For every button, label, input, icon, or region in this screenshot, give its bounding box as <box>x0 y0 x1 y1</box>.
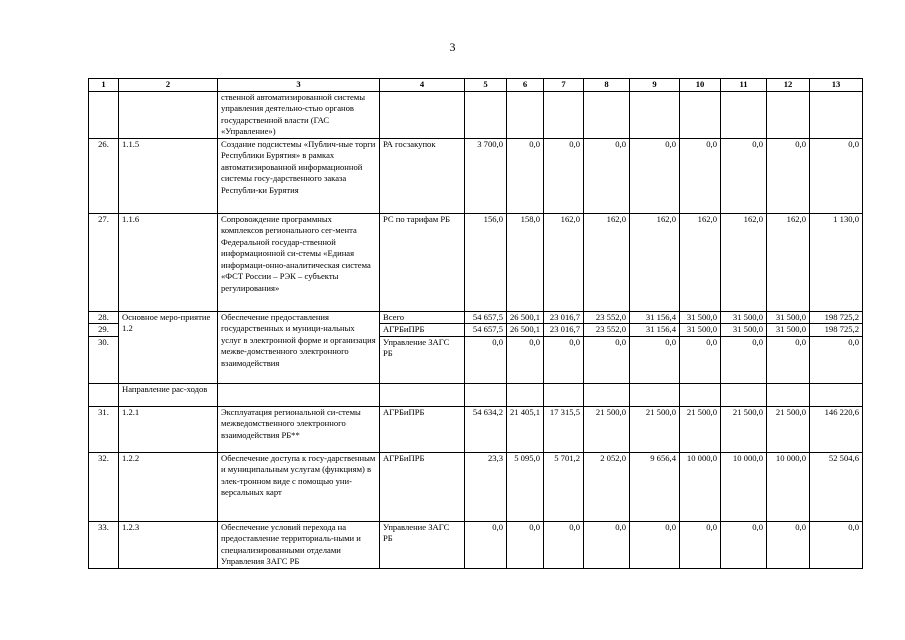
value-cell: 0,0 <box>465 336 507 383</box>
value-cell <box>584 91 630 138</box>
value-cell: 52 504,6 <box>810 452 863 521</box>
table-row <box>89 311 863 324</box>
column-header: 8 <box>584 79 630 92</box>
value-cell: 2 052,0 <box>584 452 630 521</box>
value-cell: 0,0 <box>584 138 630 213</box>
value-cell: 5 095,0 <box>507 452 544 521</box>
table-header-row <box>89 79 863 92</box>
value-cell: 0,0 <box>465 521 507 568</box>
table-row <box>89 91 863 138</box>
source-cell: Всего <box>380 311 465 324</box>
table-row <box>89 521 863 568</box>
column-header: 10 <box>680 79 721 92</box>
name-cell: Создание подсистемы «Публич-ные торги Республики Бурятия» в рамках автоматизированной информационной системы госу-дарственного заказа Республи-ки Бурятия <box>218 138 380 213</box>
row-number-cell: 30. <box>89 336 119 383</box>
value-cell <box>810 91 863 138</box>
value-cell: 0,0 <box>544 138 584 213</box>
value-cell: 162,0 <box>721 213 767 311</box>
value-cell: 0,0 <box>767 336 810 383</box>
value-cell: 162,0 <box>630 213 680 311</box>
value-cell <box>721 383 767 406</box>
value-cell: 5 701,2 <box>544 452 584 521</box>
value-cell: 0,0 <box>721 138 767 213</box>
row-number-cell: 33. <box>89 521 119 568</box>
source-cell: РА госзакупок <box>380 138 465 213</box>
value-cell: 31 500,0 <box>767 311 810 324</box>
column-header: 12 <box>767 79 810 92</box>
value-cell <box>507 91 544 138</box>
code-cell: Направление рас-ходов <box>119 383 218 406</box>
value-cell: 162,0 <box>767 213 810 311</box>
value-cell <box>465 91 507 138</box>
name-cell: Сопровождение программных комплексов регионального сег-мента Федеральной государ-ственной информационной си-стемы «Единая информаци-онно-аналитическая система «ФСТ России – РЭК – субъекты регулирования» <box>218 213 380 311</box>
value-cell: 10 000,0 <box>767 452 810 521</box>
value-cell: 0,0 <box>721 336 767 383</box>
column-header: 4 <box>380 79 465 92</box>
value-cell: 21 500,0 <box>584 406 630 452</box>
table-row <box>89 213 863 311</box>
value-cell <box>465 383 507 406</box>
code-cell <box>119 91 218 138</box>
value-cell: 0,0 <box>507 336 544 383</box>
value-cell: 23 016,7 <box>544 324 584 337</box>
value-cell: 0,0 <box>630 521 680 568</box>
value-cell: 23 552,0 <box>584 324 630 337</box>
value-cell: 21 500,0 <box>767 406 810 452</box>
value-cell: 23 016,7 <box>544 311 584 324</box>
value-cell: 10 000,0 <box>721 452 767 521</box>
name-cell: Обеспечение предоставления государственных и муници-нальных услуг в электронной форме и организация межве-домственного электронного взаимодействия <box>218 311 380 383</box>
row-number-cell: 27. <box>89 213 119 311</box>
value-cell: 26 500,1 <box>507 324 544 337</box>
value-cell <box>584 383 630 406</box>
value-cell: 0,0 <box>544 521 584 568</box>
value-cell <box>544 91 584 138</box>
value-cell: 54 634,2 <box>465 406 507 452</box>
value-cell <box>544 383 584 406</box>
value-cell: 198 725,2 <box>810 324 863 337</box>
value-cell <box>630 91 680 138</box>
code-cell: Основное меро-приятие 1.2 <box>119 311 218 383</box>
source-cell <box>380 383 465 406</box>
column-header: 9 <box>630 79 680 92</box>
code-cell: 1.2.1 <box>119 406 218 452</box>
value-cell: 0,0 <box>507 138 544 213</box>
value-cell: 0,0 <box>721 521 767 568</box>
value-cell: 54 657,5 <box>465 311 507 324</box>
code-cell: 1.1.5 <box>119 138 218 213</box>
value-cell: 21 405,1 <box>507 406 544 452</box>
value-cell: 156,0 <box>465 213 507 311</box>
budget-table <box>88 78 863 569</box>
value-cell: 162,0 <box>544 213 584 311</box>
value-cell: 146 220,6 <box>810 406 863 452</box>
column-header: 6 <box>507 79 544 92</box>
column-header: 5 <box>465 79 507 92</box>
value-cell: 23 552,0 <box>584 311 630 324</box>
value-cell: 10 000,0 <box>680 452 721 521</box>
column-header: 13 <box>810 79 863 92</box>
value-cell: 31 156,4 <box>630 324 680 337</box>
row-number-cell: 26. <box>89 138 119 213</box>
column-header: 3 <box>218 79 380 92</box>
value-cell: 0,0 <box>810 521 863 568</box>
column-header: 11 <box>721 79 767 92</box>
row-number-cell: 32. <box>89 452 119 521</box>
column-header: 1 <box>89 79 119 92</box>
column-header: 7 <box>544 79 584 92</box>
value-cell: 1 130,0 <box>810 213 863 311</box>
table-row <box>89 452 863 521</box>
value-cell: 162,0 <box>584 213 630 311</box>
value-cell <box>767 383 810 406</box>
value-cell <box>767 91 810 138</box>
value-cell <box>630 383 680 406</box>
value-cell: 31 500,0 <box>721 324 767 337</box>
value-cell: 54 657,5 <box>465 324 507 337</box>
name-cell: Эксплуатация региональной си-стемы межведомственного электронного взаимодействия РБ** <box>218 406 380 452</box>
value-cell: 3 700,0 <box>465 138 507 213</box>
value-cell: 21 500,0 <box>630 406 680 452</box>
value-cell: 0,0 <box>680 138 721 213</box>
source-cell: РС по тарифам РБ <box>380 213 465 311</box>
value-cell: 0,0 <box>767 138 810 213</box>
value-cell: 198 725,2 <box>810 311 863 324</box>
value-cell: 0,0 <box>810 138 863 213</box>
value-cell <box>721 91 767 138</box>
value-cell: 26 500,1 <box>507 311 544 324</box>
value-cell: 0,0 <box>584 336 630 383</box>
value-cell: 0,0 <box>767 521 810 568</box>
value-cell <box>507 383 544 406</box>
value-cell: 162,0 <box>680 213 721 311</box>
column-header: 2 <box>119 79 218 92</box>
name-cell: Обеспечение доступа к госу-дарственным и муниципальным услугам (функциям) в элек-тронном виде с помощью уни-версальных карт <box>218 452 380 521</box>
name-cell: ственной автоматизированной системы управления деятельно-стью органов государственной власти (ГАС «Управление») <box>218 91 380 138</box>
value-cell: 31 500,0 <box>767 324 810 337</box>
value-cell: 21 500,0 <box>721 406 767 452</box>
value-cell: 0,0 <box>584 521 630 568</box>
source-cell: Управление ЗАГС РБ <box>380 336 465 383</box>
value-cell: 31 500,0 <box>680 311 721 324</box>
value-cell: 0,0 <box>630 336 680 383</box>
value-cell: 158,0 <box>507 213 544 311</box>
value-cell <box>680 383 721 406</box>
value-cell: 0,0 <box>680 336 721 383</box>
name-cell: Обеспечение условий перехода на предоставление территориаль-ными и специализированными отделами Управления ЗАГС РБ <box>218 521 380 568</box>
name-cell <box>218 383 380 406</box>
row-number-cell <box>89 383 119 406</box>
value-cell: 0,0 <box>507 521 544 568</box>
value-cell: 9 656,4 <box>630 452 680 521</box>
row-number-cell <box>89 91 119 138</box>
value-cell: 0,0 <box>810 336 863 383</box>
row-number-cell: 28. <box>89 311 119 324</box>
source-cell <box>380 91 465 138</box>
value-cell: 23,3 <box>465 452 507 521</box>
source-cell: АГРБиПРБ <box>380 452 465 521</box>
code-cell: 1.2.3 <box>119 521 218 568</box>
table-row <box>89 383 863 406</box>
source-cell: АГРБиПРБ <box>380 406 465 452</box>
value-cell <box>810 383 863 406</box>
value-cell: 21 500,0 <box>680 406 721 452</box>
value-cell: 17 315,5 <box>544 406 584 452</box>
value-cell: 31 500,0 <box>680 324 721 337</box>
value-cell: 31 156,4 <box>630 311 680 324</box>
code-cell: 1.1.6 <box>119 213 218 311</box>
code-cell: 1.2.2 <box>119 452 218 521</box>
table-row <box>89 138 863 213</box>
source-cell: АГРБиПРБ <box>380 324 465 337</box>
value-cell: 0,0 <box>544 336 584 383</box>
value-cell: 31 500,0 <box>721 311 767 324</box>
value-cell: 0,0 <box>630 138 680 213</box>
row-number-cell: 31. <box>89 406 119 452</box>
source-cell: Управление ЗАГС РБ <box>380 521 465 568</box>
table-row <box>89 406 863 452</box>
row-number-cell: 29. <box>89 324 119 337</box>
page-number: 3 <box>449 40 456 54</box>
value-cell: 0,0 <box>680 521 721 568</box>
value-cell <box>680 91 721 138</box>
